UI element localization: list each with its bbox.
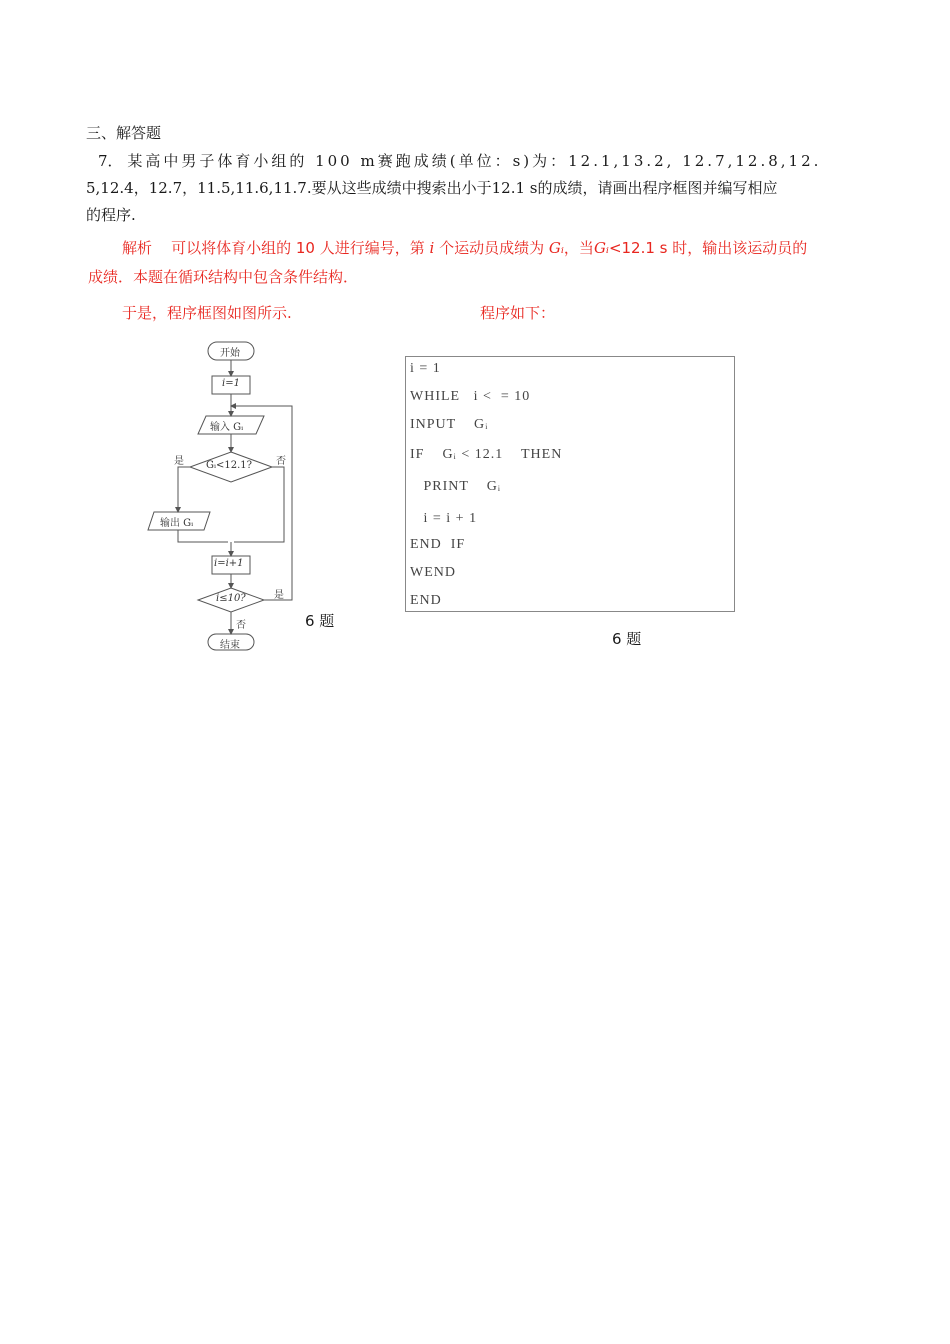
problem-number: 7． [98, 152, 123, 170]
code-line: i = 1 [410, 361, 441, 376]
flowchart-caption: 6 题 [305, 612, 335, 630]
yes-label-2: 是 [274, 590, 284, 601]
analysis-var-gi: Gᵢ [548, 239, 564, 257]
loop-condition-label: i≤10? [216, 593, 246, 604]
problem-line-2: 5,12.4，12.7，11.5,11.6,11.7.要从这些成绩中搜索出小于12.1 s的成绩，请画出程序框图并编写相应 [86, 179, 778, 197]
no-label-2: 否 [236, 620, 246, 631]
no-label-1: 否 [276, 456, 286, 467]
program-caption: 6 题 [612, 630, 642, 648]
problem-statement [86, 148, 870, 229]
flowchart [140, 336, 340, 656]
start-label: 开始 [220, 348, 240, 359]
section-title: 三、解答题 [86, 124, 162, 142]
problem-line-1 [86, 148, 870, 175]
code-line: WEND [410, 565, 456, 580]
code-line: END IF [410, 537, 466, 552]
end-label: 结束 [220, 640, 240, 651]
analysis-var-i: i [429, 239, 435, 257]
analysis [88, 234, 874, 292]
code-line: WHILE i < = 10 [410, 389, 531, 404]
code-line: PRINT Gᵢ [410, 479, 502, 494]
init-label: i=1 [222, 378, 240, 389]
flowchart-intro: 于是，程序框图如图所示. [122, 304, 292, 322]
analysis-text-c: ，当 [563, 239, 594, 257]
analysis-text-a: 可以将体育小组的 10 人进行编号，第 [171, 239, 425, 257]
increment-label: i=i+1 [214, 558, 244, 569]
code-line: IF Gᵢ < 12.1 THEN [410, 447, 563, 462]
output-label: 输出 Gᵢ [160, 518, 194, 529]
analysis-text-d: <12.1 s 时，输出该运动员的 [608, 239, 808, 257]
problem-text-1: 某高中男子体育小组的 100 m赛跑成绩(单位：s)为：12.1,13.2, 12.7,12.8,12. [127, 152, 822, 170]
input-label: 输入 Gᵢ [210, 422, 244, 433]
problem-line-3: 的程序. [86, 206, 136, 224]
program-code-box [405, 356, 735, 612]
analysis-var-gi-2: Gᵢ [593, 239, 609, 257]
yes-label-1: 是 [174, 456, 184, 467]
analysis-text-b: 个运动员成绩为 [439, 239, 545, 257]
program-intro: 程序如下： [480, 304, 556, 322]
flowchart-lines [140, 336, 340, 656]
condition-label: Gᵢ<12.1? [206, 460, 253, 471]
analysis-line-2: 成绩．本题在循环结构中包含条件结构． [88, 268, 359, 286]
code-line: i = i + 1 [410, 511, 478, 526]
analysis-label: 解析 [122, 239, 153, 257]
code-line: INPUT Gᵢ [410, 417, 489, 432]
code-line: END [410, 593, 442, 608]
analysis-line-1 [88, 234, 874, 263]
